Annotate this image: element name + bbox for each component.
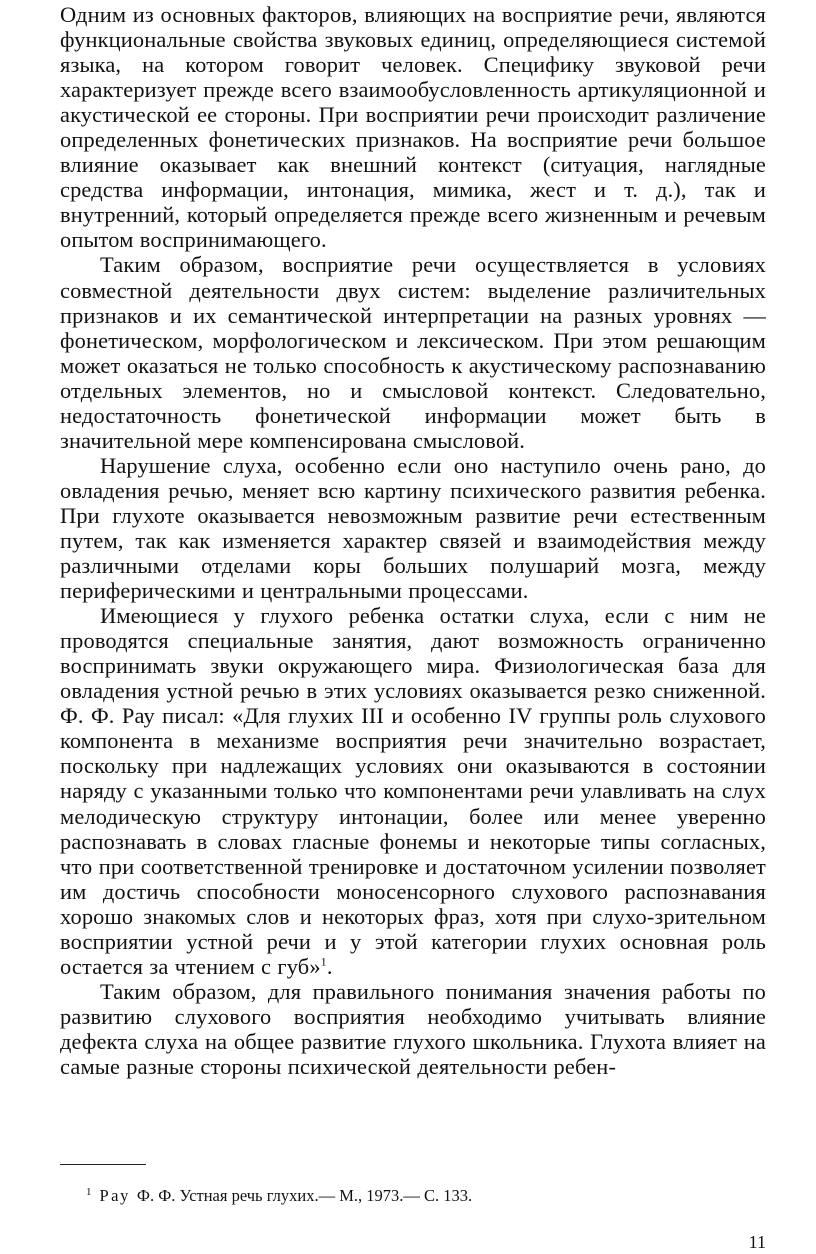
footnote-mark: 1: [86, 1185, 92, 1198]
footnote-divider: [60, 1164, 146, 1165]
quote-text: Имеющиеся у глухого ребенка остатки слуха, если с ним не проводятся специальные занятия, дают возможность ограниченно воспринимать звуки окружающего мира. Физиологическая база для овладения устной речью в этих условиях оказывается резко сниженной. Ф. Ф. Рау писал: «Для глухих III и особенно IV группы роль слухового компонента в механизме восприятия речи значительно возрастает, поскольку при надлежащих условиях они оказываются в состоянии наряду с указанными только что компонентами речи улавливать на слух мелодическую структуру интонации, более или менее уверенно распознавать в словах гласные фонемы и некоторые типы согласных, что при соответственной тренировке и достаточном усилении позволяет им достичь способности моносенсорного слухового распознавания хорошо знакомых слов и некоторых фраз, хотя при слухо-зрительном восприятии устной речи и у этой категории глухих основная роль остается за чтением с губ»: [60, 603, 766, 979]
paragraph-4: [60, 603, 766, 979]
footnote-reference[interactable]: 1: [320, 954, 327, 969]
footnote-author: Рау: [99, 1186, 131, 1205]
footnote: [86, 1186, 472, 1206]
paragraph-2: Таким образом, восприятие речи осуществляется в условиях совместной деятельности двух систем: выделение различительных признаков и их семантической интерпретации на разных уровнях — фонетическом, морфологическом и лексическом. При этом решающим может оказаться не только способность к акустическому распознаванию отдельных элементов, но и смысловой контекст. Следовательно, недостаточность фонетической информации может быть в значительной мере компенсирована смысловой.: [60, 252, 766, 453]
body-text: [60, 2, 766, 1079]
paragraph-5: Таким образом, для правильного понимания значения работы по развитию слухового восприятия необходимо учитывать влияние дефекта слуха на общее развитие глухого школьника. Глухота влияет на самые разные стороны психической деятельности ребен-: [60, 978, 766, 1079]
page-number: 11: [748, 1232, 766, 1252]
paragraph-1: Одним из основных факторов, влияющих на восприятие речи, являются функциональные свойства звуковых единиц, определяющиеся системой языка, на котором говорит человек. Специфику звуковой речи характеризует прежде всего взаимообусловленность артикуляционной и акустической ее стороны. При восприятии речи происходит различение определенных фонетических признаков. На восприятие речи большое влияние оказывает как внешний контекст (ситуация, наглядные средства информации, интонация, мимика, жест и т. д.), так и внутренний, который определяется прежде всего жизненным и речевым опытом воспринимающего.: [60, 2, 766, 253]
footnote-text: Ф. Ф. Устная речь глухих.— М., 1973.— С. 133.: [136, 1186, 473, 1205]
paragraph-3: Нарушение слуха, особенно если оно наступило очень рано, до овладения речью, меняет всю картину психического развития ребенка. При глухоте оказывается невозможным развитие речи естественным путем, так как изменяется характер связей и взаимодействия между различными отделами коры больших полушарий мозга, между периферическими и центральными процессами.: [60, 452, 766, 604]
footnote-reference-period: .: [326, 953, 333, 979]
book-page: [60, 0, 766, 1254]
